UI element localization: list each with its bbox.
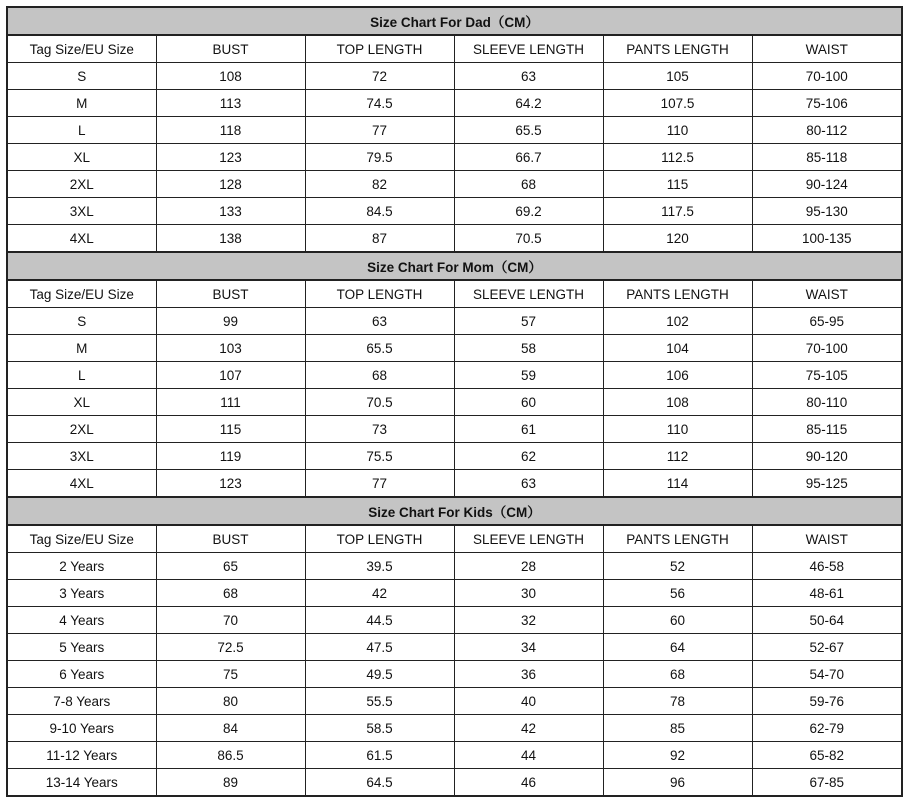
size-chart-dad-title: Size Chart For Dad（CM）	[7, 7, 902, 35]
measurement-cell: 70-100	[752, 63, 902, 90]
table-row	[7, 335, 902, 362]
measurement-cell: 85-115	[752, 416, 902, 443]
measurement-cell: 85	[603, 715, 752, 742]
column-header: BUST	[156, 525, 305, 553]
size-label-cell: M	[7, 335, 156, 362]
size-chart-dad-title-row	[7, 7, 902, 35]
measurement-cell: 55.5	[305, 688, 454, 715]
measurement-cell: 133	[156, 198, 305, 225]
measurement-cell: 70	[156, 607, 305, 634]
table-row	[7, 443, 902, 470]
measurement-cell: 72	[305, 63, 454, 90]
size-chart-kids-header-row	[7, 525, 902, 553]
table-row	[7, 742, 902, 769]
column-header: TOP LENGTH	[305, 35, 454, 63]
measurement-cell: 80-112	[752, 117, 902, 144]
size-label-cell: L	[7, 362, 156, 389]
table-row	[7, 171, 902, 198]
size-label-cell: 9-10 Years	[7, 715, 156, 742]
measurement-cell: 46-58	[752, 553, 902, 580]
measurement-cell: 95-125	[752, 470, 902, 498]
measurement-cell: 110	[603, 416, 752, 443]
size-label-cell: 5 Years	[7, 634, 156, 661]
measurement-cell: 115	[156, 416, 305, 443]
measurement-cell: 74.5	[305, 90, 454, 117]
measurement-cell: 92	[603, 742, 752, 769]
measurement-cell: 73	[305, 416, 454, 443]
column-header: WAIST	[752, 280, 902, 308]
measurement-cell: 58.5	[305, 715, 454, 742]
size-label-cell: 13-14 Years	[7, 769, 156, 797]
measurement-cell: 58	[454, 335, 603, 362]
measurement-cell: 79.5	[305, 144, 454, 171]
measurement-cell: 82	[305, 171, 454, 198]
table-row	[7, 308, 902, 335]
size-label-cell: 7-8 Years	[7, 688, 156, 715]
size-chart-body	[7, 7, 902, 796]
measurement-cell: 120	[603, 225, 752, 253]
measurement-cell: 102	[603, 308, 752, 335]
measurement-cell: 61	[454, 416, 603, 443]
measurement-cell: 56	[603, 580, 752, 607]
measurement-cell: 57	[454, 308, 603, 335]
measurement-cell: 103	[156, 335, 305, 362]
table-row	[7, 198, 902, 225]
table-row	[7, 63, 902, 90]
measurement-cell: 64.2	[454, 90, 603, 117]
measurement-cell: 77	[305, 470, 454, 498]
measurement-cell: 59-76	[752, 688, 902, 715]
measurement-cell: 69.2	[454, 198, 603, 225]
measurement-cell: 60	[454, 389, 603, 416]
column-header: BUST	[156, 280, 305, 308]
measurement-cell: 68	[156, 580, 305, 607]
column-header: SLEEVE LENGTH	[454, 280, 603, 308]
size-chart-mom-title: Size Chart For Mom（CM）	[7, 252, 902, 280]
measurement-cell: 66.7	[454, 144, 603, 171]
size-label-cell: 4XL	[7, 225, 156, 253]
measurement-cell: 112	[603, 443, 752, 470]
column-header: Tag Size/EU Size	[7, 35, 156, 63]
measurement-cell: 65	[156, 553, 305, 580]
column-header: Tag Size/EU Size	[7, 280, 156, 308]
measurement-cell: 64	[603, 634, 752, 661]
measurement-cell: 95-130	[752, 198, 902, 225]
measurement-cell: 110	[603, 117, 752, 144]
measurement-cell: 48-61	[752, 580, 902, 607]
size-label-cell: XL	[7, 389, 156, 416]
measurement-cell: 39.5	[305, 553, 454, 580]
size-chart-kids-title-row	[7, 497, 902, 525]
size-label-cell: 3 Years	[7, 580, 156, 607]
measurement-cell: 118	[156, 117, 305, 144]
measurement-cell: 49.5	[305, 661, 454, 688]
size-label-cell: 4XL	[7, 470, 156, 498]
measurement-cell: 107.5	[603, 90, 752, 117]
measurement-cell: 59	[454, 362, 603, 389]
table-row	[7, 553, 902, 580]
measurement-cell: 47.5	[305, 634, 454, 661]
column-header: Tag Size/EU Size	[7, 525, 156, 553]
measurement-cell: 90-120	[752, 443, 902, 470]
measurement-cell: 64.5	[305, 769, 454, 797]
measurement-cell: 46	[454, 769, 603, 797]
measurement-cell: 52	[603, 553, 752, 580]
table-row	[7, 661, 902, 688]
measurement-cell: 90-124	[752, 171, 902, 198]
measurement-cell: 65-82	[752, 742, 902, 769]
column-header: PANTS LENGTH	[603, 525, 752, 553]
table-row	[7, 144, 902, 171]
size-label-cell: 6 Years	[7, 661, 156, 688]
table-row	[7, 688, 902, 715]
table-row	[7, 90, 902, 117]
table-row	[7, 634, 902, 661]
measurement-cell: 60	[603, 607, 752, 634]
measurement-cell: 78	[603, 688, 752, 715]
measurement-cell: 123	[156, 144, 305, 171]
table-row	[7, 607, 902, 634]
table-row	[7, 715, 902, 742]
size-label-cell: 2XL	[7, 416, 156, 443]
measurement-cell: 112.5	[603, 144, 752, 171]
column-header: PANTS LENGTH	[603, 280, 752, 308]
size-chart-kids-title: Size Chart For Kids（CM）	[7, 497, 902, 525]
measurement-cell: 32	[454, 607, 603, 634]
measurement-cell: 65-95	[752, 308, 902, 335]
table-row	[7, 580, 902, 607]
column-header: BUST	[156, 35, 305, 63]
measurement-cell: 63	[454, 470, 603, 498]
measurement-cell: 70-100	[752, 335, 902, 362]
measurement-cell: 62	[454, 443, 603, 470]
measurement-cell: 106	[603, 362, 752, 389]
measurement-cell: 104	[603, 335, 752, 362]
column-header: WAIST	[752, 525, 902, 553]
measurement-cell: 105	[603, 63, 752, 90]
measurement-cell: 61.5	[305, 742, 454, 769]
size-label-cell: L	[7, 117, 156, 144]
column-header: WAIST	[752, 35, 902, 63]
table-row	[7, 470, 902, 498]
measurement-cell: 65.5	[305, 335, 454, 362]
table-row	[7, 769, 902, 797]
measurement-cell: 85-118	[752, 144, 902, 171]
measurement-cell: 52-67	[752, 634, 902, 661]
measurement-cell: 30	[454, 580, 603, 607]
measurement-cell: 89	[156, 769, 305, 797]
measurement-cell: 75-105	[752, 362, 902, 389]
table-row	[7, 225, 902, 253]
measurement-cell: 115	[603, 171, 752, 198]
measurement-cell: 108	[603, 389, 752, 416]
measurement-cell: 63	[454, 63, 603, 90]
measurement-cell: 67-85	[752, 769, 902, 797]
size-label-cell: 3XL	[7, 443, 156, 470]
measurement-cell: 75-106	[752, 90, 902, 117]
table-row	[7, 362, 902, 389]
size-label-cell: 2 Years	[7, 553, 156, 580]
column-header: TOP LENGTH	[305, 525, 454, 553]
measurement-cell: 40	[454, 688, 603, 715]
column-header: SLEEVE LENGTH	[454, 525, 603, 553]
measurement-cell: 100-135	[752, 225, 902, 253]
measurement-cell: 44.5	[305, 607, 454, 634]
measurement-cell: 75	[156, 661, 305, 688]
measurement-cell: 107	[156, 362, 305, 389]
measurement-cell: 75.5	[305, 443, 454, 470]
measurement-cell: 128	[156, 171, 305, 198]
measurement-cell: 114	[603, 470, 752, 498]
measurement-cell: 68	[305, 362, 454, 389]
measurement-cell: 99	[156, 308, 305, 335]
measurement-cell: 68	[603, 661, 752, 688]
size-label-cell: M	[7, 90, 156, 117]
size-label-cell: XL	[7, 144, 156, 171]
measurement-cell: 80-110	[752, 389, 902, 416]
size-chart-mom-header-row	[7, 280, 902, 308]
measurement-cell: 65.5	[454, 117, 603, 144]
measurement-cell: 87	[305, 225, 454, 253]
size-chart-mom-title-row	[7, 252, 902, 280]
measurement-cell: 80	[156, 688, 305, 715]
measurement-cell: 70.5	[454, 225, 603, 253]
column-header: SLEEVE LENGTH	[454, 35, 603, 63]
measurement-cell: 28	[454, 553, 603, 580]
size-label-cell: S	[7, 63, 156, 90]
measurement-cell: 111	[156, 389, 305, 416]
measurement-cell: 84.5	[305, 198, 454, 225]
measurement-cell: 44	[454, 742, 603, 769]
measurement-cell: 62-79	[752, 715, 902, 742]
measurement-cell: 96	[603, 769, 752, 797]
measurement-cell: 70.5	[305, 389, 454, 416]
measurement-cell: 119	[156, 443, 305, 470]
size-label-cell: 3XL	[7, 198, 156, 225]
measurement-cell: 77	[305, 117, 454, 144]
measurement-cell: 42	[454, 715, 603, 742]
measurement-cell: 113	[156, 90, 305, 117]
measurement-cell: 36	[454, 661, 603, 688]
measurement-cell: 84	[156, 715, 305, 742]
measurement-cell: 138	[156, 225, 305, 253]
measurement-cell: 63	[305, 308, 454, 335]
measurement-cell: 123	[156, 470, 305, 498]
measurement-cell: 86.5	[156, 742, 305, 769]
column-header: PANTS LENGTH	[603, 35, 752, 63]
size-chart-dad-header-row	[7, 35, 902, 63]
measurement-cell: 68	[454, 171, 603, 198]
size-label-cell: 4 Years	[7, 607, 156, 634]
measurement-cell: 50-64	[752, 607, 902, 634]
column-header: TOP LENGTH	[305, 280, 454, 308]
measurement-cell: 117.5	[603, 198, 752, 225]
table-row	[7, 416, 902, 443]
table-row	[7, 117, 902, 144]
size-label-cell: 2XL	[7, 171, 156, 198]
size-chart-table	[6, 6, 903, 797]
measurement-cell: 108	[156, 63, 305, 90]
measurement-cell: 42	[305, 580, 454, 607]
measurement-cell: 72.5	[156, 634, 305, 661]
size-label-cell: S	[7, 308, 156, 335]
measurement-cell: 54-70	[752, 661, 902, 688]
size-label-cell: 11-12 Years	[7, 742, 156, 769]
table-row	[7, 389, 902, 416]
measurement-cell: 34	[454, 634, 603, 661]
